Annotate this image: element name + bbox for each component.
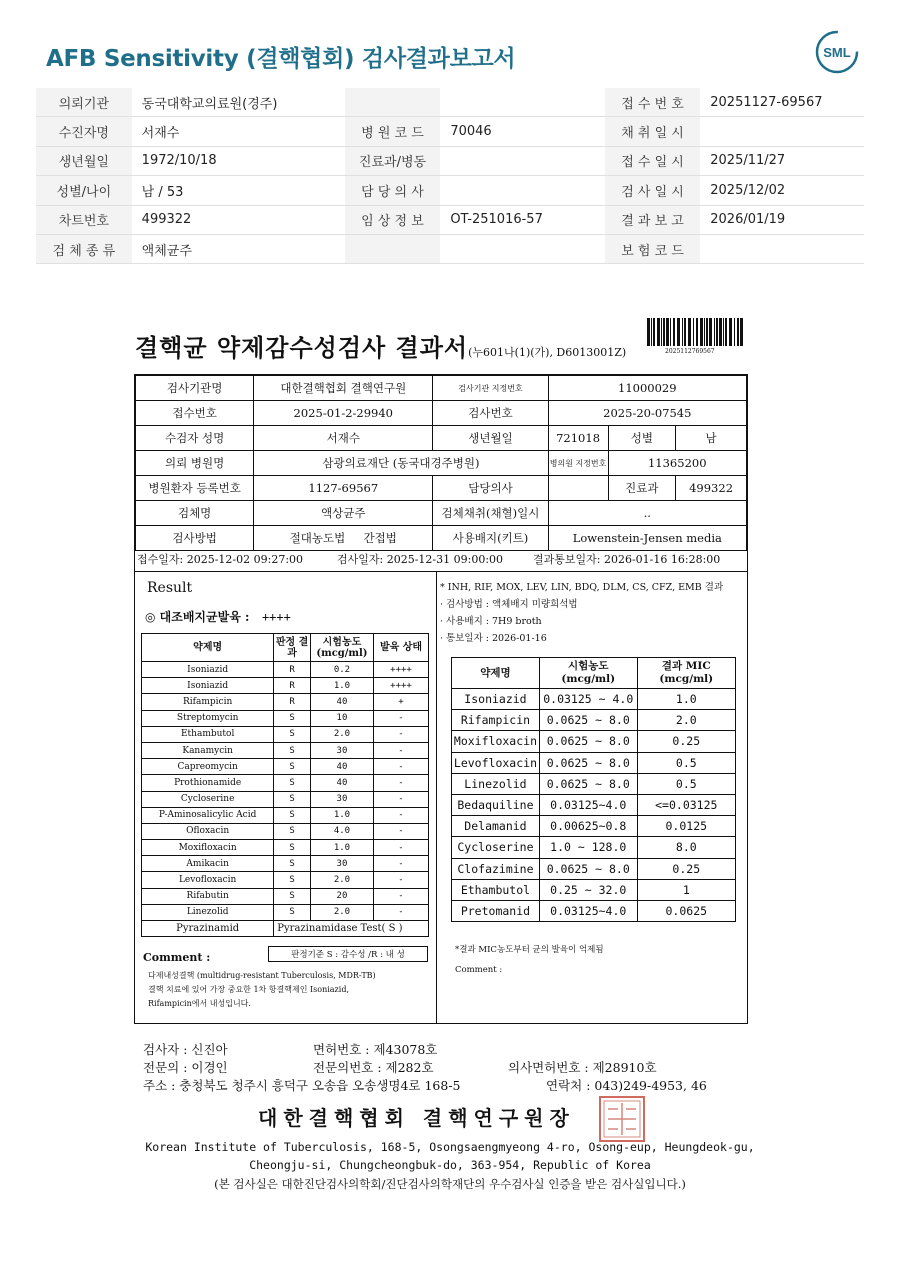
comment-text (148, 969, 418, 1011)
sheet-header-grid (135, 375, 747, 551)
method-1: 절대농도법 (289, 531, 346, 545)
drug-row (142, 856, 429, 872)
sml-logo (815, 30, 859, 74)
drug-name: Rifabutin (142, 888, 274, 904)
info-value (700, 234, 864, 263)
lab-value: 대한결핵협회 결핵연구원 (254, 376, 433, 401)
test-range: 0.03125 ~ 4.0 (539, 689, 637, 710)
drug-name: Rifampicin (452, 710, 540, 731)
specialist: 전문의 : 이경인 (143, 1060, 228, 1075)
concentration: 40 (310, 694, 373, 710)
info-label: 채 취 일 시 (605, 117, 700, 146)
mic-row (452, 858, 736, 879)
info-label: 검 체 종 류 (36, 234, 132, 263)
drug-name: Isoniazid (142, 678, 274, 694)
method-note: · 사용배지 : 7H9 broth (440, 616, 542, 627)
left-col-header: 발육 상태 (374, 634, 429, 662)
info-row (36, 88, 864, 117)
growth: + (374, 694, 429, 710)
patient-info-table (36, 88, 864, 264)
specimen-value: 액상균주 (254, 501, 433, 526)
mic-row (452, 710, 736, 731)
left-col-header: 판정 결과 (274, 634, 311, 662)
mic-result: 1 (637, 879, 735, 900)
drug-name: Kanamycin (142, 742, 274, 758)
drug-name: Prothionamide (142, 775, 274, 791)
test-range: 0.00625~0.8 (539, 816, 637, 837)
date-report: 결과통보일자: 2026-01-16 16:28:00 (533, 553, 721, 566)
mic-row (452, 689, 736, 710)
test-no-label: 검사번호 (433, 401, 548, 426)
growth: - (374, 888, 429, 904)
info-value: 499322 (132, 205, 345, 234)
info-value (440, 146, 605, 175)
drug-name: Cycloserine (452, 837, 540, 858)
doctor-value (548, 476, 608, 501)
collect-label: 검체채취(채혈)일시 (433, 501, 548, 526)
growth: - (374, 807, 429, 823)
test-no-value: 2025-20-07545 (548, 401, 746, 426)
test-range: 0.03125~4.0 (539, 900, 637, 921)
mic-row (452, 794, 736, 815)
drug-row (142, 662, 429, 678)
growth: ++++ (374, 678, 429, 694)
barcode (647, 318, 744, 346)
control-growth (145, 608, 291, 625)
mic-result: 8.0 (637, 837, 735, 858)
info-label (345, 234, 441, 263)
drug-name: Moxifloxacin (452, 731, 540, 752)
comment-label: Comment : (143, 951, 211, 964)
doctor-license: 의사면허번호 : 제28910호 (508, 1060, 657, 1075)
mic-result: 0.25 (637, 731, 735, 752)
info-row (36, 176, 864, 205)
drug-name: Linezolid (452, 773, 540, 794)
lab-code-label: 검사기관 지정번호 (433, 376, 548, 401)
info-value: 동국대학교의료원(경주) (132, 88, 345, 117)
drug-name: Levofloxacin (452, 752, 540, 773)
drug-name: Rifampicin (142, 694, 274, 710)
drug-name: Clofazimine (452, 858, 540, 879)
dept-label: 진료과 (608, 476, 676, 501)
info-label: 차트번호 (36, 205, 132, 234)
drug-name: Linezolid (142, 904, 274, 920)
info-label: 임 상 정 보 (345, 205, 441, 234)
method-note: * INH, RIF, MOX, LEV, LIN, BDQ, DLM, CS, CFZ, EMB 결과 (440, 582, 724, 593)
judgement: S (274, 775, 311, 791)
result-sheet (134, 374, 748, 1024)
info-row (36, 146, 864, 175)
lab-code-value: 11000029 (548, 376, 746, 401)
mic-result: 1.0 (637, 689, 735, 710)
method-label: 검사방법 (136, 526, 254, 551)
concentration: 2.0 (310, 726, 373, 742)
solid-media-table (141, 633, 429, 937)
mic-col-header: 결과 MIC (mcg/ml) (637, 658, 735, 689)
mic-footnote: *결과 MIC농도부터 균의 발육이 억제됨 (455, 945, 604, 955)
info-value: OT-251016-57 (440, 205, 605, 234)
mic-result: 2.0 (637, 710, 735, 731)
drug-row (142, 904, 429, 920)
growth: - (374, 791, 429, 807)
growth: - (374, 775, 429, 791)
concentration: 2.0 (310, 872, 373, 888)
concentration: 40 (310, 775, 373, 791)
info-value (440, 234, 605, 263)
drug-name: Streptomycin (142, 710, 274, 726)
growth: - (374, 856, 429, 872)
mic-col-header: 약제명 (452, 658, 540, 689)
drug-name: Amikacin (142, 856, 274, 872)
drug-name: Bedaquiline (452, 794, 540, 815)
judgement: S (274, 791, 311, 807)
drug-name: P-Aminosalicylic Acid (142, 807, 274, 823)
judgement: S (274, 888, 311, 904)
test-range: 0.0625 ~ 8.0 (539, 858, 637, 879)
report-title: AFB Sensitivity (결핵협회) 검사결과보고서 (46, 46, 516, 72)
info-label: 검 사 일 시 (605, 176, 700, 205)
mic-result: 0.0125 (637, 816, 735, 837)
info-label: 접 수 번 호 (605, 88, 700, 117)
control-value: ++++ (261, 610, 291, 624)
growth: - (374, 823, 429, 839)
growth: - (374, 759, 429, 775)
legend-box: 판정기준 S : 감수성 /R : 내 성 (268, 946, 428, 962)
left-col-header: 시험농도 (mcg/ml) (310, 634, 373, 662)
mic-table (451, 657, 736, 922)
mic-col-header: 시험농도 (mcg/ml) (539, 658, 637, 689)
mic-result: <=0.03125 (637, 794, 735, 815)
info-value: 2026/01/19 (700, 205, 864, 234)
pyrazinamid-row (142, 921, 429, 937)
collect-value: .. (548, 501, 746, 526)
logo-text: SML (823, 45, 851, 60)
judgement: R (274, 662, 311, 678)
info-row (36, 205, 864, 234)
dates-row (135, 545, 747, 572)
info-value: 액체균주 (132, 234, 345, 263)
info-value: 1972/10/18 (132, 146, 345, 175)
judgement: S (274, 726, 311, 742)
judgement: R (274, 694, 311, 710)
concentration: 1.0 (310, 840, 373, 856)
concentration: 1.0 (310, 807, 373, 823)
growth: ++++ (374, 662, 429, 678)
sex-value: 남 (676, 426, 747, 451)
info-label: 생년월일 (36, 146, 132, 175)
drug-row (142, 678, 429, 694)
info-label: 성별/나이 (36, 176, 132, 205)
mic-row (452, 752, 736, 773)
mic-result: 0.5 (637, 773, 735, 794)
growth: - (374, 840, 429, 856)
footer-address-1: Korean Institute of Tuberculosis, 168-5, Osongsaengmyeong 4-ro, Osong-eup, Heungdeok-gu, (145, 1140, 755, 1154)
info-label: 결 과 보 고 (605, 205, 700, 234)
concentration: 20 (310, 888, 373, 904)
date-receipt: 접수일자: 2025-12-02 09:27:00 (137, 553, 304, 566)
info-value: 2025/11/27 (700, 146, 864, 175)
mic-result: 0.0625 (637, 900, 735, 921)
method-2: 간접법 (363, 531, 397, 545)
official-seal (598, 1095, 646, 1143)
judgement: S (274, 856, 311, 872)
drug-name: Pyrazinamid (142, 921, 274, 937)
info-row (36, 117, 864, 146)
test-range: 0.0625 ~ 8.0 (539, 731, 637, 752)
date-test: 검사일자: 2025-12-31 09:00:00 (337, 553, 504, 566)
growth: - (374, 742, 429, 758)
concentration: 40 (310, 759, 373, 775)
judgement: S (274, 807, 311, 823)
drug-name: Ethambutol (452, 879, 540, 900)
mic-row (452, 900, 736, 921)
specialist-license: 전문의번호 : 제282호 (313, 1060, 434, 1075)
test-range: 0.25 ~ 32.0 (539, 879, 637, 900)
hosp-code-label: 병의원 지정번호 (548, 451, 608, 476)
patient-value: 서재수 (254, 426, 433, 451)
drug-row (142, 775, 429, 791)
sex-label: 성별 (608, 426, 676, 451)
tester-license: 면허번호 : 제43078호 (313, 1042, 438, 1057)
reg-value: 1127-69567 (254, 476, 433, 501)
info-value (440, 88, 605, 117)
drug-row (142, 694, 429, 710)
judgement: S (274, 823, 311, 839)
info-label: 의뢰기관 (36, 88, 132, 117)
liquid-notes (440, 579, 723, 647)
drug-row (142, 791, 429, 807)
specimen-label: 검체명 (136, 501, 254, 526)
test-range: 1.0 ~ 128.0 (539, 837, 637, 858)
concentration: 30 (310, 742, 373, 758)
test-range: 0.0625 ~ 8.0 (539, 710, 637, 731)
mic-row (452, 837, 736, 858)
hospital-value: 삼광의료재단 (동국대경주병원) (254, 451, 548, 476)
growth: - (374, 710, 429, 726)
doctor-label: 담당의사 (433, 476, 548, 501)
receipt-label: 접수번호 (136, 401, 254, 426)
concentration: 4.0 (310, 823, 373, 839)
comment-line: Rifampicin에서 내성입니다. (148, 999, 251, 1008)
info-value: 20251127-69567 (700, 88, 864, 117)
tester: 검사자 : 신진아 (143, 1042, 228, 1057)
test-range: 0.03125~4.0 (539, 794, 637, 815)
mic-comment: Comment : (455, 965, 503, 975)
institute-name: 대한결핵협회 결핵연구원장 (258, 1106, 575, 1130)
test-range: 0.0625 ~ 8.0 (539, 773, 637, 794)
mic-row (452, 773, 736, 794)
info-value: 서재수 (132, 117, 345, 146)
drug-row (142, 710, 429, 726)
result-heading: Result (147, 580, 193, 596)
footer-certification: (본 검사실은 대한진단검사의학회/진단검사의학재단의 우수검사실 인증을 받은 검사실입니다.) (214, 1177, 686, 1191)
doc-title-code: (누601나(1)(가), D6013001Z) (468, 346, 627, 359)
info-label: 담 당 의 사 (345, 176, 441, 205)
dept-value: 499322 (676, 476, 747, 501)
receipt-value: 2025-01-2-29940 (254, 401, 433, 426)
concentration: 1.0 (310, 678, 373, 694)
judgement: S (274, 872, 311, 888)
drug-name: Delamanid (452, 816, 540, 837)
judgement: R (274, 678, 311, 694)
concentration: 30 (310, 791, 373, 807)
judgement: S (274, 742, 311, 758)
growth: - (374, 904, 429, 920)
drug-row (142, 726, 429, 742)
contact: 연락처 : 043)249-4953, 46 (546, 1078, 707, 1093)
drug-name: Moxifloxacin (142, 840, 274, 856)
info-label: 병 원 코 드 (345, 117, 441, 146)
drug-name: Cycloserine (142, 791, 274, 807)
mic-row (452, 816, 736, 837)
test-range: 0.0625 ~ 8.0 (539, 752, 637, 773)
info-value (440, 176, 605, 205)
concentration: 10 (310, 710, 373, 726)
hospital-label: 의뢰 병원명 (136, 451, 254, 476)
judgement: S (274, 840, 311, 856)
mic-result: 0.25 (637, 858, 735, 879)
hosp-code-value: 11365200 (608, 451, 746, 476)
reg-label: 병원환자 등록번호 (136, 476, 254, 501)
info-label: 수진자명 (36, 117, 132, 146)
dob-value: 721018 (548, 426, 608, 451)
drug-row (142, 840, 429, 856)
doc-title-text: 결핵균 약제감수성검사 결과서 (135, 333, 469, 362)
lab-label: 검사기관명 (136, 376, 254, 401)
mic-result: 0.5 (637, 752, 735, 773)
column-divider (436, 571, 437, 1023)
control-label: ◎ 대조배지균발육 : (145, 610, 250, 624)
concentration: 30 (310, 856, 373, 872)
growth: - (374, 726, 429, 742)
concentration: 0.2 (310, 662, 373, 678)
drug-row (142, 807, 429, 823)
drug-name: Isoniazid (452, 689, 540, 710)
media-value: Lowenstein-Jensen media (548, 526, 746, 551)
barcode-number: 2025112769567 (665, 348, 715, 355)
mic-row (452, 731, 736, 752)
growth: - (374, 872, 429, 888)
judgement: S (274, 904, 311, 920)
comment-line: 다제내성결핵 (multidrug-resistant Tuberculosis, MDR-TB) (148, 971, 376, 980)
info-value: 2025/12/02 (700, 176, 864, 205)
method-note: · 검사방법 : 액체배지 미량희석법 (440, 599, 578, 610)
drug-name: Ofloxacin (142, 823, 274, 839)
info-label: 접 수 일 시 (605, 146, 700, 175)
drug-row (142, 823, 429, 839)
info-label: 진료과/병동 (345, 146, 441, 175)
info-value: 남 / 53 (132, 176, 345, 205)
address: 주소 : 충청북도 청주시 흥덕구 오송읍 오송생명4로 168-5 (143, 1078, 461, 1093)
left-col-header: 약제명 (142, 634, 274, 662)
mic-row (452, 879, 736, 900)
drug-row (142, 888, 429, 904)
patient-label: 수검자 성명 (136, 426, 254, 451)
dob-label: 생년월일 (433, 426, 548, 451)
doc-title (135, 328, 626, 363)
info-row (36, 234, 864, 263)
pyrazinamidase-test: Pyrazinamidase Test( S ) (274, 921, 429, 937)
drug-row (142, 872, 429, 888)
info-label: 보 험 코 드 (605, 234, 700, 263)
drug-row (142, 759, 429, 775)
judgement: S (274, 710, 311, 726)
info-value (700, 117, 864, 146)
judgement: S (274, 759, 311, 775)
drug-name: Ethambutol (142, 726, 274, 742)
info-value: 70046 (440, 117, 605, 146)
footer-address-2: Cheongju-si, Chungcheongbuk-do, 363-954, Republic of Korea (249, 1158, 651, 1172)
drug-name: Isoniazid (142, 662, 274, 678)
concentration: 2.0 (310, 904, 373, 920)
info-label (345, 88, 441, 117)
drug-name: Levofloxacin (142, 872, 274, 888)
drug-row (142, 742, 429, 758)
comment-line: 결핵 치료에 있어 가장 중요한 1차 항결핵제인 Isoniazid, (148, 985, 349, 994)
drug-name: Pretomanid (452, 900, 540, 921)
method-note: · 통보일자 : 2026-01-16 (440, 633, 547, 644)
media-label: 사용배지(키트) (433, 526, 548, 551)
drug-name: Capreomycin (142, 759, 274, 775)
